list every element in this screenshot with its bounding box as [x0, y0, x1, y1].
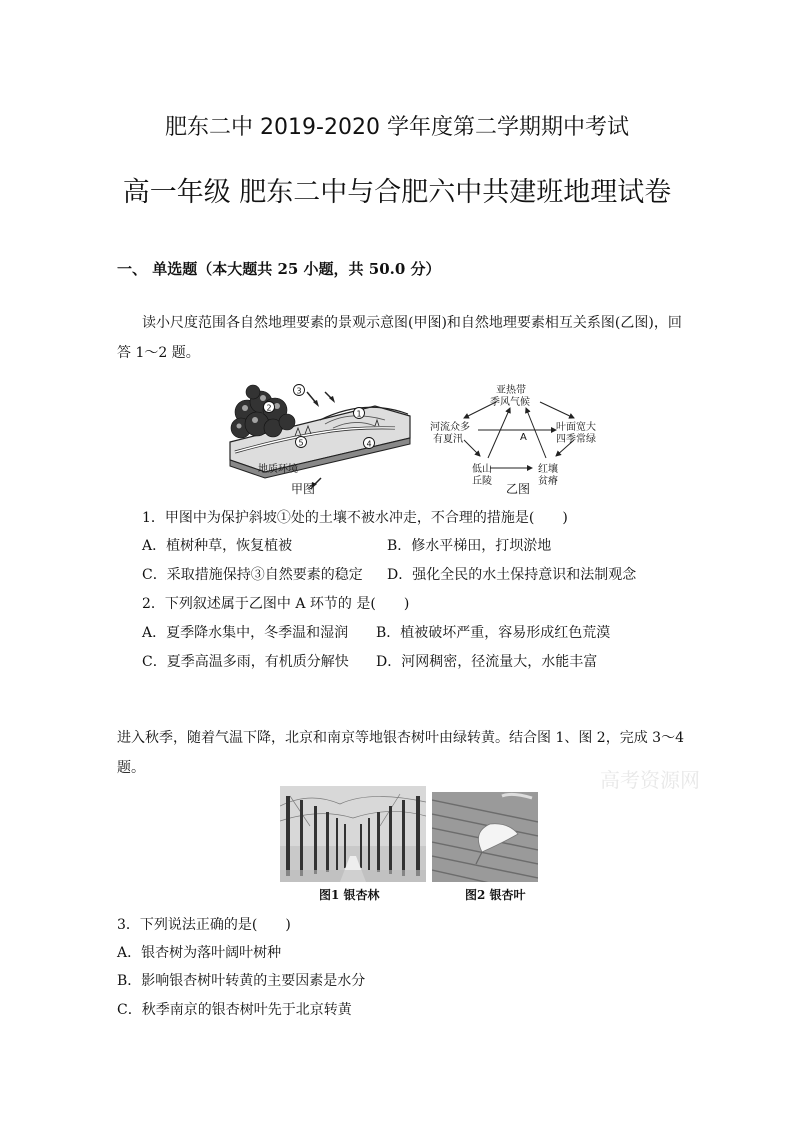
q3-option-b: B．影响银杏树叶转黄的主要因素是水分	[117, 973, 366, 989]
yi-node-bl-1: 低山	[472, 464, 492, 475]
exam-title-line2: 高一年级 肥东二中与合肥六中共建班地理试卷	[122, 177, 672, 208]
yi-node-bl-2: 丘陵	[472, 476, 492, 487]
q1-option-c: C．采取措施保持③自然要素的稳定	[142, 567, 363, 583]
q2-option-b: B．植被破坏严重，容易形成红色荒漠	[376, 625, 611, 641]
yi-node-br-1: 红壤	[538, 464, 558, 475]
q1-option-d: D．强化全民的水土保持意识和法制观念	[387, 567, 637, 583]
figure-jia-caption: 甲图	[291, 482, 316, 496]
q2-option-a: A．夏季降水集中，冬季温和湿润	[142, 625, 349, 641]
yi-node-right-2: 四季常绿	[556, 434, 596, 445]
passage1-line1: 读小尺度范围各自然地理要素的景观示意图(甲图)和自然地理要素相互关系图(乙图)，回	[142, 315, 682, 331]
yi-node-top-1: 亚热带	[496, 385, 526, 396]
figure-jia-marker	[264, 402, 275, 413]
figure-jia-marker	[364, 438, 375, 449]
figure-jia-marker	[296, 437, 307, 448]
svg-text:3: 3	[296, 386, 302, 396]
svg-text:5: 5	[298, 438, 304, 448]
q1-option-b: B．修水平梯田，打坝淤地	[387, 538, 552, 554]
passage2-line1: 进入秋季，随着气温下降，北京和南京等地银杏树叶由绿转黄。结合图 1、图 2，完成 3～4	[117, 730, 684, 746]
figure-jia-landscape	[225, 380, 415, 495]
figure-jia-label: 地质环境	[258, 464, 298, 475]
passage1-line2: 答 1～2 题。	[117, 345, 200, 361]
yi-node-top-2: 季风气候	[490, 397, 530, 408]
q2-option-d: D．河网稠密，径流量大，水能丰富	[376, 654, 598, 670]
yi-node-left-2: 有夏汛	[433, 434, 463, 445]
photo1-caption: 图1 银杏林	[319, 888, 380, 902]
yi-node-left-1: 河流众多	[430, 422, 470, 433]
photo2-caption: 图2 银杏叶	[465, 888, 526, 902]
q1-option-a: A．植树种草，恢复植被	[142, 538, 293, 554]
figure-yi-caption: 乙图	[506, 482, 531, 496]
svg-text:1: 1	[356, 409, 362, 419]
exam-title-line1: 肥东二中 2019-2020 学年度第二学期期中考试	[165, 115, 629, 140]
q3-option-a: A．银杏树为落叶阔叶树种	[117, 945, 282, 961]
q2-stem: 2．下列叙述属于乙图中 A 环节的 是( )	[142, 596, 410, 612]
q3-option-c: C．秋季南京的银杏树叶先于北京转黄	[117, 1002, 352, 1018]
q3-stem: 3．下列说法正确的是( )	[117, 917, 291, 933]
figure-jia-marker	[294, 385, 305, 396]
watermark: 高考资源网	[600, 768, 700, 792]
svg-text:2: 2	[266, 403, 272, 413]
yi-node-br-2: 贫瘠	[538, 476, 558, 487]
q2-option-c: C．夏季高温多雨，有机质分解快	[142, 654, 349, 670]
passage2-line2: 题。	[117, 760, 145, 776]
yi-node-right-1: 叶面宽大	[556, 422, 596, 433]
yi-node-center: A	[520, 432, 527, 443]
figure-jia-marker	[354, 408, 365, 419]
photo-ginkgo-leaf	[432, 792, 538, 882]
svg-text:4: 4	[366, 439, 372, 449]
photo-ginkgo-forest	[280, 786, 426, 882]
section-heading: 一、 单选题（本大题共 25 小题，共 50.0 分）	[117, 260, 441, 278]
q1-stem: 1．甲图中为保护斜坡①处的土壤不被水冲走，不合理的措施是( )	[142, 510, 568, 526]
